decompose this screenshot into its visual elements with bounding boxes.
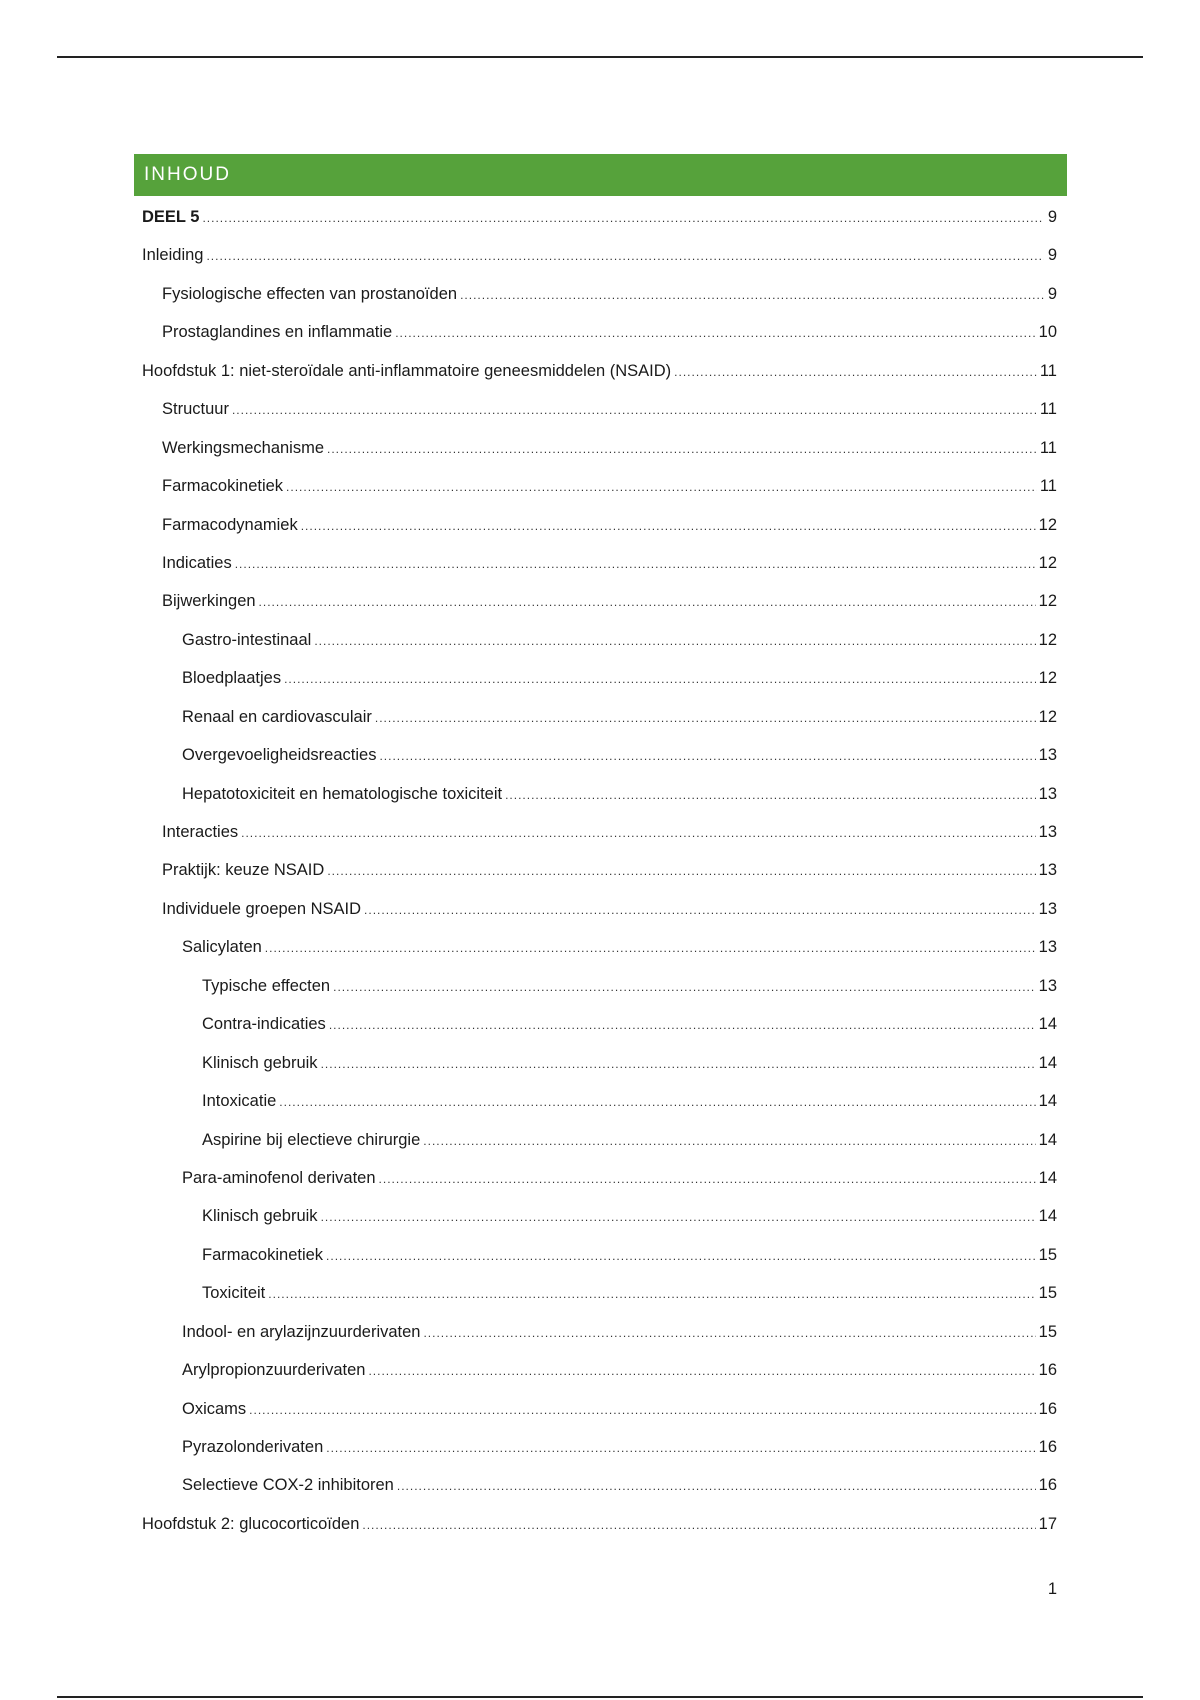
toc-dot-leader [301,507,1036,544]
toc-entry-page: 9 [1047,246,1057,265]
toc-entry[interactable] [142,352,1057,390]
toc-entry[interactable] [142,1313,1057,1351]
toc-entry[interactable] [142,967,1057,1005]
toc-heading-bar [134,154,1067,196]
toc-entry-title: Hepatotoxiciteit en hematologische toxiciteit [182,784,503,803]
toc-entry-page: 13 [1038,976,1057,995]
toc-entry-title: Interacties [162,823,239,841]
toc-entry[interactable] [142,198,1057,236]
toc-dot-leader [284,660,1036,697]
toc-entry-title: Farmacodynamiek [162,515,298,534]
toc-dot-leader [674,353,1037,390]
toc-entry-page: 14 [1038,1053,1057,1072]
toc-entry-page: 13 [1038,899,1057,918]
toc-entry-title: Oxicams [182,1399,247,1418]
toc-entry[interactable] [142,1044,1057,1082]
toc-dot-leader [206,237,1044,274]
toc-dot-leader [286,468,1037,505]
toc-dot-leader [333,968,1036,1005]
toc-entry-page: 12 [1038,592,1057,611]
toc-entry[interactable] [142,506,1057,544]
toc-entry-page: 9 [1047,284,1057,303]
toc-entry-page: 13 [1038,746,1057,765]
toc-entry[interactable] [142,1390,1057,1428]
toc-entry-title: Renaal en cardiovasculair [182,707,372,726]
toc-entry-page: 11 [1039,438,1057,457]
toc-dot-leader [235,545,1036,582]
toc-entry-title: Hoofdstuk 2: glucocorticoïden [142,1514,360,1533]
toc-entry-page: 16 [1038,1399,1057,1418]
toc-entry-page: 14 [1038,1092,1057,1111]
page-number: 1 [1047,1580,1057,1598]
toc-dot-leader [395,314,1035,351]
toc-dot-leader [379,737,1035,774]
toc-dot-leader [326,1237,1036,1274]
toc-entry[interactable] [142,1236,1057,1274]
toc-dot-leader [375,699,1036,736]
toc-entry[interactable] [142,736,1057,774]
toc-entry-page: 13 [1038,823,1057,841]
toc-entry-title: Fysiologische effecten van prostanoïden [162,284,458,303]
toc-entry-title: DEEL 5 [142,208,200,226]
toc-dot-leader [232,391,1037,428]
toc-entry[interactable] [142,1121,1057,1159]
toc-dot-leader [329,1006,1036,1043]
toc-entry-title: Salicylaten [182,938,262,957]
toc-dot-leader [379,1160,1036,1197]
toc-entry-title: Individuele groepen NSAID [162,899,362,918]
toc-entry-title: Selectieve COX-2 inhibitoren [182,1476,394,1495]
toc-entry-title: Indool- en arylazijnzuurderivaten [182,1322,421,1341]
toc-dot-leader [362,1506,1035,1543]
toc-entry[interactable] [142,1005,1057,1043]
toc-entry-title: Para-aminofenol derivaten [182,1168,376,1187]
toc-entry-page: 14 [1038,1207,1057,1226]
toc-entry-title: Hoofdstuk 1: niet-steroïdale anti-inflammatoire geneesmiddelen (NSAID) [142,361,672,380]
toc-entry-title: Werkingsmechanisme [162,438,325,457]
toc-dot-leader [364,891,1036,928]
toc-entry-page: 15 [1038,1284,1057,1303]
toc-entry-page: 13 [1038,861,1057,880]
toc-heading: INHOUD [144,164,231,185]
toc-dot-leader [268,1275,1035,1312]
toc-entry-title: Aspirine bij electieve chirurgie [202,1130,421,1149]
toc-entry[interactable] [142,313,1057,351]
toc-dot-leader [327,430,1037,467]
header-rule [57,56,1143,58]
toc-entry-page: 16 [1038,1438,1057,1456]
toc-dot-leader [259,583,1036,620]
toc-entry[interactable] [142,851,1057,889]
toc-entry[interactable] [142,1466,1057,1504]
toc-entry-page: 12 [1038,669,1057,688]
toc-entry-title: Praktijk: keuze NSAID [162,861,325,880]
toc-entry-page: 12 [1038,515,1057,534]
toc-entry[interactable] [142,1159,1057,1197]
toc-dot-leader [326,1429,1035,1466]
toc-dot-leader [321,1045,1036,1082]
toc-entry[interactable] [142,698,1057,736]
toc-entry-title: Toxiciteit [202,1284,266,1303]
toc-entry[interactable] [142,890,1057,928]
toc-entry[interactable] [142,928,1057,966]
toc-entry-title: Bloedplaatjes [182,669,282,688]
toc-entry-page: 11 [1039,400,1057,419]
toc-entry-title: Structuur [162,400,229,419]
toc-entry-page: 16 [1038,1361,1057,1380]
toc-entry-page: 17 [1038,1514,1057,1533]
toc-entry[interactable] [142,275,1057,313]
toc-entry[interactable] [142,1428,1057,1466]
toc-dot-leader [423,1314,1035,1351]
toc-entry-page: 9 [1047,208,1057,226]
toc-entry-page: 11 [1039,477,1057,496]
toc-entry-page: 13 [1038,938,1057,957]
toc-entry-page: 15 [1038,1322,1057,1341]
toc-entry-title: Klinisch gebruik [202,1207,318,1226]
toc-entry[interactable] [142,1351,1057,1389]
toc-entry[interactable] [142,1274,1057,1312]
toc-entry-page: 15 [1038,1245,1057,1264]
toc-dot-leader [202,199,1044,236]
toc-entry-title: Intoxicatie [202,1092,277,1111]
toc-entry-title: Indicaties [162,553,232,572]
toc-entry-title: Inleiding [142,246,204,265]
toc-entry-title: Arylpropionzuurderivaten [182,1361,366,1380]
toc-entry-title: Klinisch gebruik [202,1053,318,1072]
toc-entry[interactable] [142,1082,1057,1120]
toc-entry-title: Typische effecten [202,976,331,995]
toc-entry-page: 14 [1038,1168,1057,1187]
toc-entry-title: Gastro-intestinaal [182,630,312,649]
toc-entry-title: Bijwerkingen [162,592,256,611]
toc-entry-page: 12 [1038,630,1057,649]
toc-entry-title: Contra-indicaties [202,1015,326,1034]
table-of-contents [142,198,1057,1543]
toc-entry[interactable] [142,236,1057,274]
toc-entry[interactable] [142,467,1057,505]
toc-dot-leader [265,929,1036,966]
toc-entry[interactable] [142,775,1057,813]
toc-entry-page: 12 [1038,707,1057,726]
toc-dot-leader [327,852,1035,889]
toc-entry-page: 14 [1038,1015,1057,1034]
toc-dot-leader [314,622,1035,659]
toc-entry-title: Farmacokinetiek [202,1245,324,1264]
toc-entry-title: Prostaglandines en inflammatie [162,323,393,342]
toc-entry[interactable] [142,621,1057,659]
toc-entry-title: Farmacokinetiek [162,477,284,496]
toc-dot-leader [368,1352,1035,1389]
toc-entry[interactable] [142,582,1057,620]
toc-entry-page: 11 [1039,361,1057,380]
toc-entry[interactable] [142,1197,1057,1235]
toc-entry[interactable] [142,544,1057,582]
toc-entry[interactable] [142,813,1057,851]
toc-entry[interactable] [142,659,1057,697]
toc-dot-leader [460,276,1044,313]
toc-entry-page: 10 [1038,323,1057,342]
toc-dot-leader [321,1198,1036,1235]
toc-entry[interactable] [142,390,1057,428]
toc-entry-page: 16 [1038,1476,1057,1495]
toc-dot-leader [423,1122,1035,1159]
toc-dot-leader [241,814,1036,851]
toc-dot-leader [249,1391,1035,1428]
footer-rule [57,1696,1143,1698]
toc-entry-title: Overgevoeligheidsreacties [182,746,377,765]
toc-entry[interactable] [142,1505,1057,1543]
toc-entry[interactable] [142,429,1057,467]
toc-entry-page: 13 [1038,784,1057,803]
toc-dot-leader [505,776,1036,813]
toc-dot-leader [397,1467,1036,1504]
toc-entry-title: Pyrazolonderivaten [182,1438,324,1456]
toc-dot-leader [279,1083,1035,1120]
toc-entry-page: 12 [1038,553,1057,572]
toc-entry-page: 14 [1038,1130,1057,1149]
